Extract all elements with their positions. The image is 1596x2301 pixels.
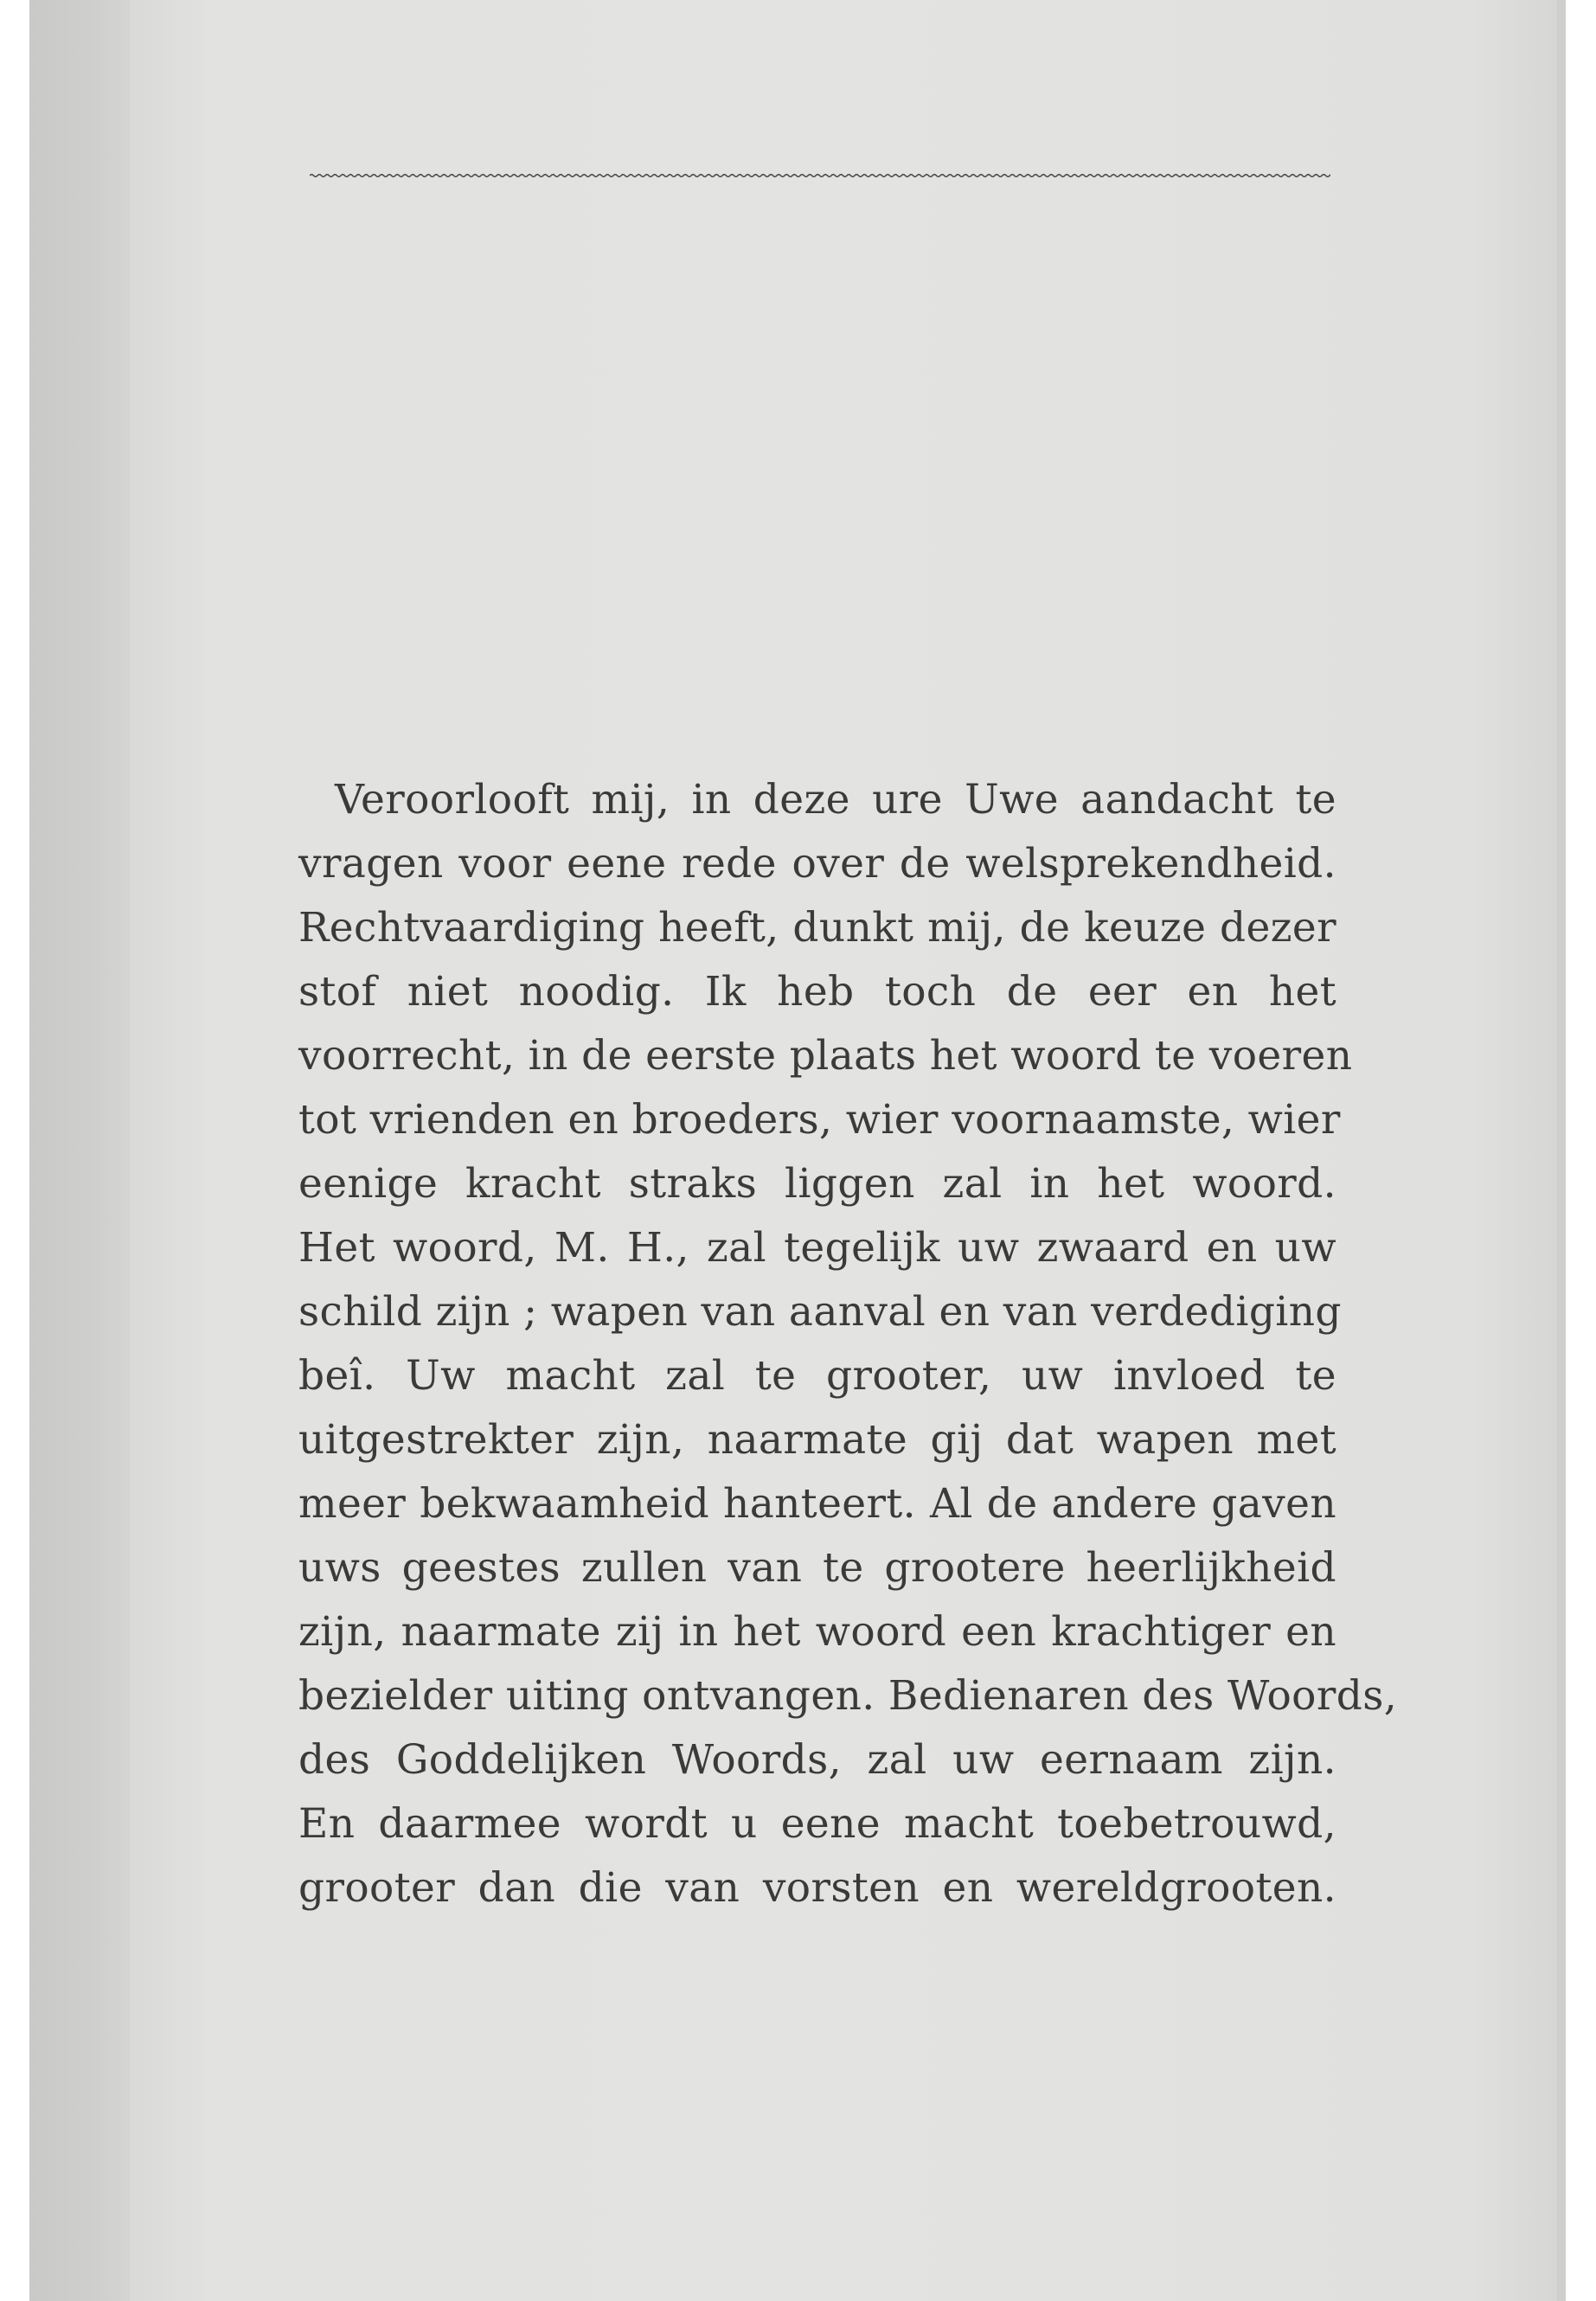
text-line: meer bekwaamheid hanteert. Al de andere gaven bbox=[298, 1480, 1336, 1528]
text-line: Het woord, M. H., zal tegelijk uw zwaard en uw bbox=[298, 1224, 1336, 1272]
text-line: bezielder uiting ontvangen. Bedienaren des Woords, bbox=[298, 1672, 1398, 1720]
text-line: uitgestrekter zijn, naarmate gij dat wapen met bbox=[298, 1416, 1336, 1464]
text-line: uws geestes zullen van te grootere heerlijkheid bbox=[298, 1544, 1336, 1592]
body-paragraph bbox=[298, 768, 1398, 1920]
text-line: En daarmee wordt u eene macht toebetrouwd, bbox=[298, 1800, 1336, 1848]
text-line: beî. Uw macht zal te grooter, uw invloed te bbox=[298, 1352, 1336, 1400]
wavy-rule-graphic bbox=[310, 170, 1330, 182]
wavy-ornament-rule bbox=[310, 170, 1330, 182]
text-line: des Goddelijken Woords, zal uw eernaam zijn. bbox=[298, 1736, 1336, 1784]
text-line: Rechtvaardiging heeft, dunkt mij, de keuze dezer bbox=[298, 904, 1336, 952]
text-line: vragen voor eene rede over de welsprekendheid. bbox=[298, 840, 1336, 888]
text-line: eenige kracht straks liggen zal in het woord. bbox=[298, 1160, 1336, 1208]
text-line: stof niet noodig. Ik heb toch de eer en het bbox=[298, 968, 1336, 1016]
text-line: grooter dan die van vorsten en wereldgrooten. bbox=[298, 1864, 1336, 1912]
text-line: schild zijn ; wapen van aanval en van verdediging bbox=[298, 1288, 1342, 1336]
text-line: tot vrienden en broeders, wier voornaamste, wier bbox=[298, 1096, 1341, 1144]
text-line: voorrecht, in de eerste plaats het woord te voeren bbox=[298, 1032, 1353, 1080]
text-line: Veroorlooft mij, in deze ure Uwe aandacht te bbox=[335, 776, 1336, 824]
page-edge bbox=[1557, 0, 1566, 2301]
text-line: zijn, naarmate zij in het woord een krachtiger en bbox=[298, 1608, 1336, 1656]
